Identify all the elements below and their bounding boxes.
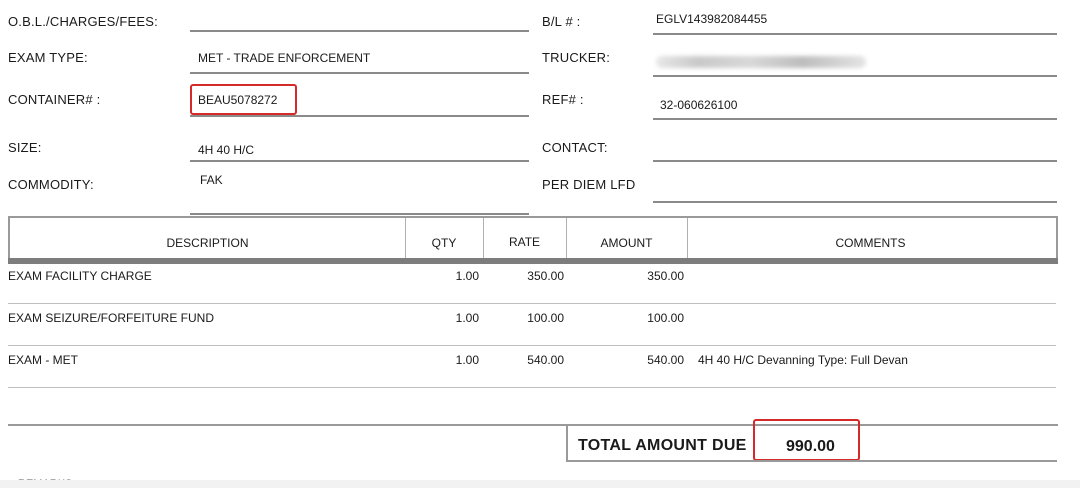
row-amount: 540.00 [647, 353, 684, 367]
header-rate: RATE [508, 235, 541, 249]
total-amount-value: 990.00 [786, 438, 835, 455]
commodity-value: FAK [200, 173, 223, 187]
row-divider [8, 345, 1056, 346]
row-description: EXAM SEIZURE/FORFEITURE FUND [8, 311, 215, 325]
container-line [190, 115, 529, 117]
row-description: EXAM - MET [8, 353, 79, 367]
size-value: 4H 40 H/C [198, 143, 255, 157]
table-header-shadow-bottom [8, 258, 1058, 264]
bl-value: EGLV143982084455 [656, 12, 768, 26]
row-qty: 1.00 [455, 353, 479, 367]
row-description: EXAM FACILITY CHARGE [8, 269, 152, 283]
row-rate: 540.00 [527, 353, 564, 367]
exam-type-line [190, 72, 529, 74]
header-comments: COMMENTS [835, 236, 906, 250]
exam-type-label: EXAM TYPE: [8, 50, 88, 65]
row-divider [8, 387, 1056, 388]
bottom-edge [0, 480, 1080, 488]
ref-line [653, 118, 1057, 120]
ref-label: REF# : [542, 92, 584, 107]
obl-label: O.B.L./CHARGES/FEES: [8, 14, 158, 29]
row-qty: 1.00 [455, 311, 479, 325]
total-amount-label: TOTAL AMOUNT DUE [578, 437, 747, 454]
total-bottom-rule [566, 460, 1057, 462]
ref-value: 32-060626100 [660, 98, 738, 112]
contact-label: CONTACT: [542, 140, 608, 155]
obl-field-line [190, 30, 529, 32]
trucker-label: TRUCKER: [542, 50, 611, 65]
row-rate: 100.00 [527, 311, 564, 325]
size-line [190, 160, 529, 162]
row-divider [8, 303, 1056, 304]
size-label: SIZE: [8, 140, 42, 155]
header-qty: QTY [431, 236, 457, 250]
commodity-line [190, 213, 529, 215]
contact-line [653, 160, 1057, 162]
total-left-rule [566, 424, 568, 462]
row-qty: 1.00 [455, 269, 479, 283]
bl-line [653, 33, 1057, 35]
per-diem-label: PER DIEM LFD [542, 177, 636, 192]
trucker-redacted-value [656, 56, 866, 68]
exam-type-value: MET - TRADE ENFORCEMENT [198, 51, 371, 65]
container-value: BEAU5078272 [198, 93, 278, 107]
header-amount: AMOUNT [600, 236, 653, 250]
row-amount: 100.00 [647, 311, 684, 325]
row-amount: 350.00 [647, 269, 684, 283]
total-top-rule [8, 424, 1058, 426]
row-comments: 4H 40 H/C Devanning Type: Full Devan [698, 353, 908, 367]
trucker-line [653, 75, 1057, 77]
container-label: CONTAINER# : [8, 92, 101, 107]
row-rate: 350.00 [527, 269, 564, 283]
header-description: DESCRIPTION [166, 236, 249, 250]
bl-label: B/L # : [542, 14, 581, 29]
commodity-label: COMMODITY: [8, 177, 94, 192]
per-diem-line [653, 201, 1057, 203]
